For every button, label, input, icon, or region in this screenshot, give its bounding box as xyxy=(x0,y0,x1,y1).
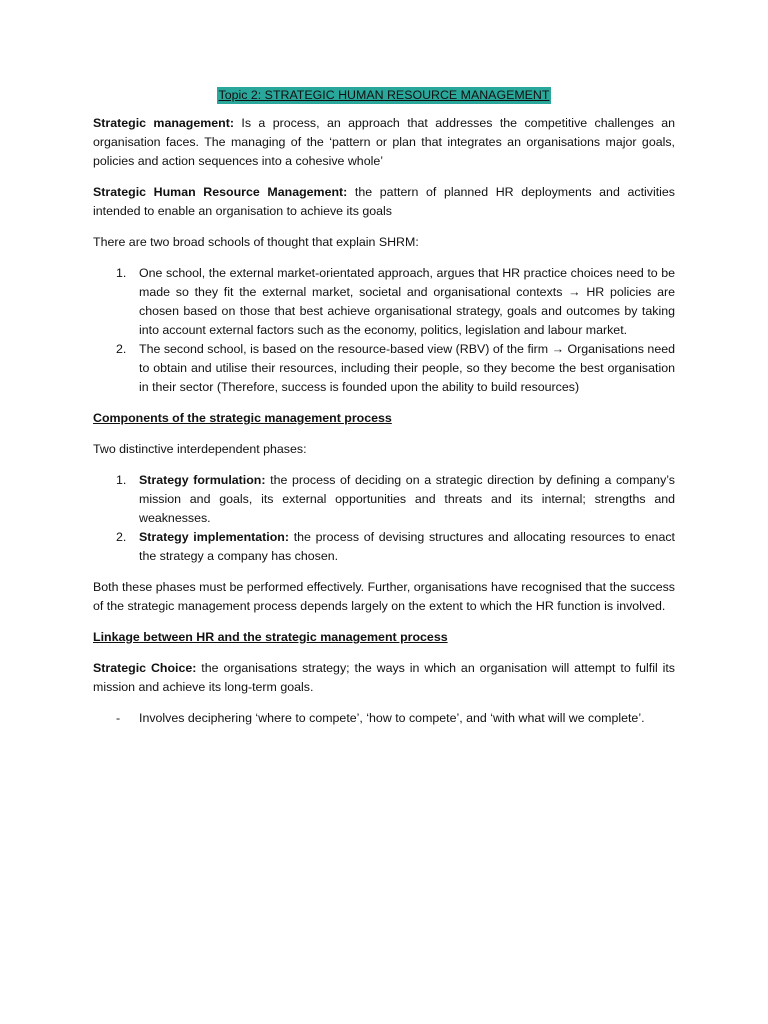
definition-strategic-management xyxy=(93,114,675,171)
phases-summary: Both these phases must be performed effectively. Further, organisations have recognised that the success of the strategic management process depends largely on the extent to which the HR function is involved. xyxy=(93,580,675,613)
section-heading: Linkage between HR and the strategic management process xyxy=(93,630,448,644)
phases-intro: Two distinctive interdependent phases: xyxy=(93,442,307,456)
list-item-text: the process of deciding on a strategic direction by defining a company’s mission and goals, its external opportunities and threats and its internal; strengths and weaknesses. xyxy=(139,473,675,525)
list-item-text: One school, the external market-orientated approach, argues that HR practice choices need to be made so they fit the external market, societal and organisational contexts → HR policies are chosen based on those that best achieve organisational strategy, goals and outcomes by taking into account external factors such as the economy, politics, legislation and labour market. xyxy=(139,266,675,337)
list-item-text: the process of devising structures and allocating resources to enact the strategy a company has chosen. xyxy=(139,530,675,563)
list-item-text: Involves deciphering ‘where to compete’, ‘how to compete’, and ‘with what will we complete’. xyxy=(139,711,645,725)
phases-list xyxy=(93,471,675,566)
term: Strategic Choice: xyxy=(93,661,197,675)
definition-text: the pattern of planned HR deployments and activities intended to enable an organisation to achieve its goals xyxy=(93,185,675,218)
list-item-text: The second school, is based on the resource-based view (RBV) of the firm → Organisations need to obtain and utilise their resources, including their people, so they become the best organisation in their sector (Therefore, success is founded upon the ability to build resources) xyxy=(139,342,675,394)
schools-list xyxy=(93,264,675,397)
list-item xyxy=(93,471,675,528)
section-heading: Components of the strategic management process xyxy=(93,411,392,425)
title-wrap xyxy=(93,86,675,105)
list-item xyxy=(93,528,675,566)
list-item xyxy=(93,709,675,728)
list-number: 2. xyxy=(116,342,127,356)
list-item xyxy=(93,340,675,397)
list-item xyxy=(93,264,675,340)
list-number: 2. xyxy=(116,530,127,544)
definition-text: the organisations strategy; the ways in which an organisation will attempt to fulfil its mission and achieve its long-term goals. xyxy=(93,661,676,694)
term: Strategy formulation: xyxy=(139,473,266,487)
bullet-list xyxy=(93,709,675,728)
term: Strategic Human Resource Management: xyxy=(93,185,348,199)
term: Strategic management: xyxy=(93,116,234,130)
definition-text: Is a process, an approach that addresses the competitive challenges an organisation faces. The managing of the ‘pattern or plan that integrates an organisations major goals, policies and action sequences into a cohesive whole’ xyxy=(93,116,675,168)
definition-strategic-choice xyxy=(93,659,675,697)
list-number: 1. xyxy=(116,266,127,280)
dash-mark: - xyxy=(116,711,121,725)
list-number: 1. xyxy=(116,473,127,487)
document-title: Topic 2: STRATEGIC HUMAN RESOURCE MANAGEMENT xyxy=(218,88,550,102)
term: Strategy implementation: xyxy=(139,530,289,544)
schools-intro: There are two broad schools of thought that explain SHRM: xyxy=(93,235,419,249)
definition-shrm xyxy=(93,183,675,221)
